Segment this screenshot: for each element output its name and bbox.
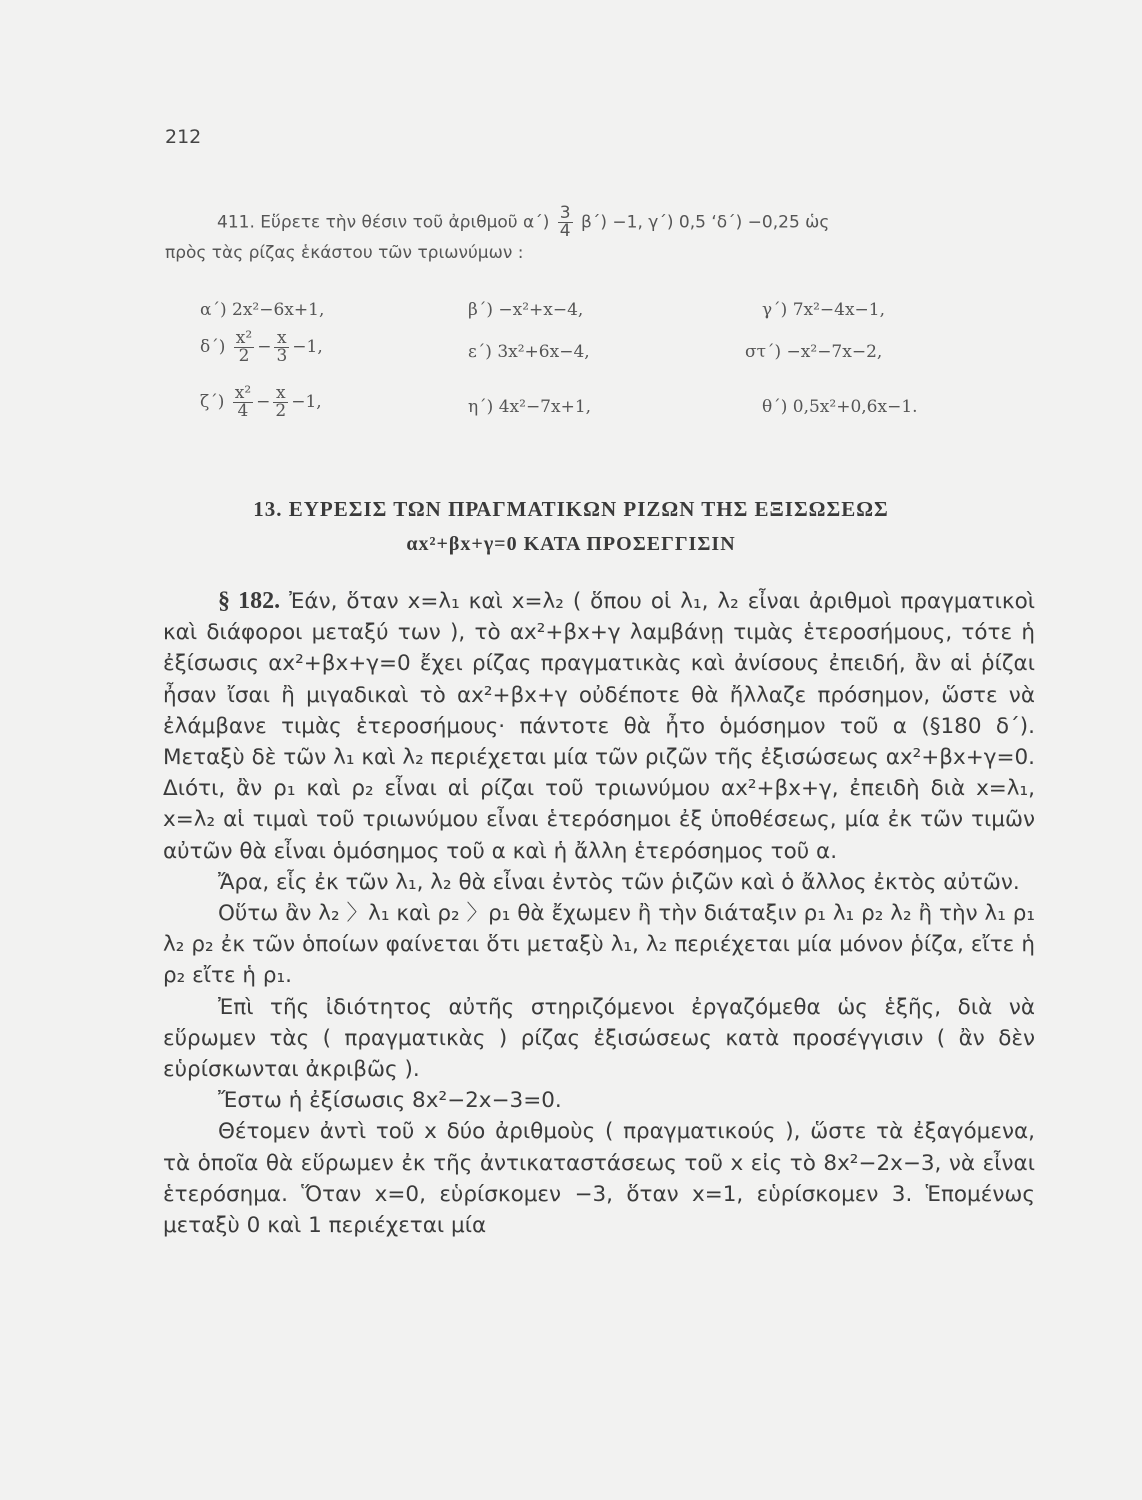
fraction bbox=[234, 330, 254, 365]
equation-e: ε΄) 3x²+6x−4, bbox=[468, 342, 590, 362]
equation-g: γ΄) 7x²−4x−1, bbox=[762, 300, 886, 320]
denominator: 3 bbox=[276, 346, 288, 366]
equation-d: δ΄) $\frac{\text{x²}}{2}$ − $\frac{x}{3}$ −1, bbox=[200, 328, 323, 366]
exercise-411-line-2: πρὸς τὰς ρίζας ἑκάστου τῶν τριωνύμων : bbox=[165, 243, 524, 263]
equation-th: θ΄) 0,5x²+0,6x−1. bbox=[762, 397, 918, 417]
denominator: 4 bbox=[237, 401, 249, 421]
exercise-text-b: β΄) −1, γ΄) 0,5 ‘δ΄) −0,25 ὡς bbox=[581, 212, 830, 233]
equation-d-tail: −1, bbox=[292, 337, 323, 357]
equation-d-label: δ΄) bbox=[200, 337, 226, 357]
section-number: § 182. bbox=[218, 588, 281, 614]
fraction bbox=[273, 385, 288, 420]
paragraph-6: Θέτομεν ἀντὶ τοῦ x δύο ἀριθμοὺς ( πραγματικούς ), ὥστε τὰ ἐξαγόμενα, τὰ ὁποῖα θὰ εὕρωμεν ἐκ τῆς ἀντικαταστάσεως τοῦ x εἰς τὸ 8x²−2x−3, νὰ εἶναι ἑτερόσημα. Ὅταν x=0, εὑρίσκομεν −3, ὅταν x=1, εὑρίσκομεν 3. Ἑπομένως μεταξὺ 0 καὶ 1 περιέχεται μία bbox=[163, 1119, 1035, 1239]
numerator: x² bbox=[235, 328, 253, 348]
fraction-three-quarters bbox=[558, 205, 573, 240]
paragraph-182-text: Ἐάν, ὅταν x=λ₁ καὶ x=λ₂ ( ὅπου οἱ λ₁, λ₂ εἶναι ἀριθμοὶ πραγματικοὶ καὶ διάφοροι μεταξύ των ), τὸ αx²+βx+γ λαμβάνῃ τιμὰς ἑτεροσήμους, τότε ἡ ἐξίσωσις αx²+βx+γ=0 ἔχει ρίζας πραγματικὰς καὶ ἀνίσους ἐπειδή, ἂν αἱ ῥίζαι ἦσαν ἴσαι ἢ μιγαδικαὶ τὸ αx²+βx+γ οὐδέποτε θὰ ἤλλαζε πρόσημον, ὥστε νὰ ἐλάμβανε τιμὰς ἑτεροσήμους· πάντοτε θὰ ἦτο ὁμόσημον τοῦ α (§180 δ΄). Μεταξὺ δὲ τῶν λ₁ καὶ λ₂ περιέχεται μία τῶν ριζῶν τῆς ἐξισώσεως αx²+βx+γ=0. Διότι, ἂν ρ₁ καὶ ρ₂ εἶναι αἱ ρίζαι τοῦ τριωνύμου αx²+βx+γ, ἐπειδὴ διὰ x=λ₁, x=λ₂ αἱ τιμαὶ τοῦ τριωνύμου εἶναι ἑτερόσημοι ἐξ ὑποθέσεως, μία ἐκ τῶν τιμῶν αὐτῶν θὰ εἶναι ὁμόσημος τοῦ α καὶ ἡ ἄλλη ἑτερόσημος τοῦ α. bbox=[163, 589, 1036, 864]
paragraph-2: Ἄρα, εἷς ἐκ τῶν λ₁, λ₂ θὰ εἶναι ἐντὸς τῶν ῥιζῶν καὶ ὁ ἄλλος ἐκτὸς αὐτῶν. bbox=[218, 869, 1020, 895]
equation-a: α΄) 2x²−6x+1, bbox=[200, 300, 325, 320]
equation-z-tail: −1, bbox=[291, 392, 322, 412]
exercise-text-a: 411. Εὕρετε τὴν θέσιν τοῦ ἀριθμοῦ α΄) bbox=[217, 212, 550, 233]
body-text bbox=[163, 586, 1035, 1241]
paragraph-4: Ἐπὶ τῆς ἰδιότητος αὐτῆς στηριζόμενοι ἐργαζόμεθα ὡς ἑξῆς, διὰ νὰ εὕρωμεν τὰς ( πραγματικὰς ) ρίζας ἐξισώσεως κατὰ προσέγγισιν ( ἂν δὲν εὑρίσκωνται ἀκριβῶς ). bbox=[163, 994, 1035, 1083]
page-number: 212 bbox=[165, 126, 202, 148]
fraction bbox=[233, 385, 253, 420]
fraction-denominator: 4 bbox=[559, 221, 571, 241]
numerator: x² bbox=[234, 383, 252, 403]
equation-z-label: ζ΄) bbox=[200, 392, 225, 412]
fraction-numerator: 3 bbox=[559, 203, 571, 223]
equation-b: β΄) −x²+x−4, bbox=[468, 300, 584, 320]
denominator: 2 bbox=[238, 346, 250, 366]
equation-st: στ΄) −x²−7x−2, bbox=[745, 342, 883, 362]
denominator: 2 bbox=[275, 401, 287, 421]
exercise-411-line-1 bbox=[217, 205, 829, 240]
equation-h: η΄) 4x²−7x+1, bbox=[468, 397, 592, 417]
paragraph-182 bbox=[163, 586, 1035, 867]
section-title-line-1: 13. ΕΥΡΕΣΙΣ ΤΩΝ ΠΡΑΓΜΑΤΙΚΩΝ ΡΙΖΩΝ ΤΗΣ ΕΞΙΣΩΣΕΩΣ bbox=[253, 497, 889, 521]
paragraph-3: Οὕτω ἂν λ₂ 〉λ₁ καὶ ρ₂ 〉ρ₁ θὰ ἔχωμεν ἢ τὴν διάταξιν ρ₁ λ₁ ρ₂ λ₂ ἢ τὴν λ₁ ρ₁ λ₂ ρ₂ ἐκ τῶν ὁποίων φαίνεται ὅτι μεταξὺ λ₁, λ₂ περιέχεται μία μόνον ῥίζα, εἴτε ἡ ρ₂ εἴτε ἡ ρ₁. bbox=[163, 901, 1035, 989]
numerator: x bbox=[273, 385, 288, 403]
numerator: x bbox=[274, 330, 289, 348]
section-title-line-2: αx²+βx+γ=0 ΚΑΤΑ ΠΡΟΣΕΓΓΙΣΙΝ bbox=[406, 533, 736, 555]
equation-z: ζ΄) $\frac{\text{x²}}{4}$ − $\frac{x}{2}$ −1, bbox=[200, 383, 322, 421]
paragraph-5: Ἔστω ἡ ἐξίσωσις 8x²−2x−3=0. bbox=[218, 1088, 562, 1114]
fraction bbox=[274, 330, 289, 365]
